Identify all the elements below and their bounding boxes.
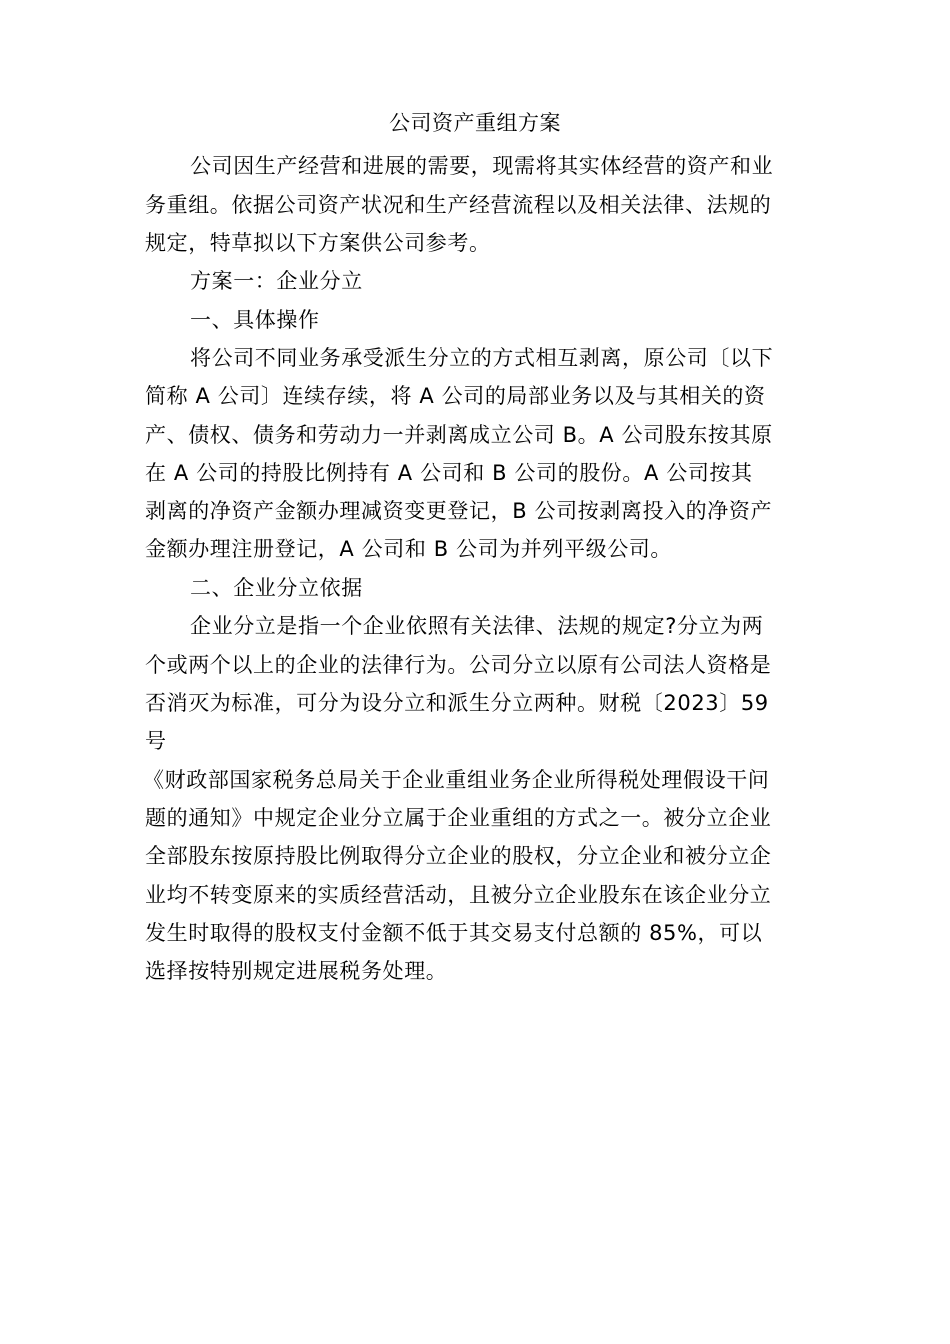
paragraph-line-1: 公司因生产经营和进展的需要，现需将其实体经营的资产和业 bbox=[190, 154, 774, 178]
paragraph-line-11: 金额办理注册登记，A 公司和 B 公司为并列平级公司。 bbox=[145, 537, 672, 561]
paragraph-line-20: 业均不转变原来的实质经营活动，且被分立企业股东在该企业分立 bbox=[145, 883, 772, 907]
paragraph-line-21: 发生时取得的股权支付金额不低于其交易支付总额的 85%，可以 bbox=[145, 921, 763, 945]
paragraph-line-14: 个或两个以上的企业的法律行为。公司分立以原有公司法人资格是 bbox=[145, 653, 772, 677]
paragraph-line-6: 将公司不同业务承受派生分立的方式相互剥离，原公司〔以下 bbox=[190, 346, 774, 370]
paragraph-line-3: 规定，特草拟以下方案供公司参考。 bbox=[145, 231, 491, 255]
paragraph-line-8: 产、债权、债务和劳动力一并剥离成立公司 B。A 公司股东按其原 bbox=[145, 423, 773, 447]
paragraph-line-10: 剥离的净资产金额办理减资变更登记，B 公司按剥离投入的净资产 bbox=[145, 499, 773, 523]
paragraph-line-7: 简称 A 公司〕连续存续，将 A 公司的局部业务以及与其相关的资 bbox=[145, 384, 766, 408]
paragraph-line-17: 《财政部国家税务总局关于企业重组业务企业所得税处理假设干问 bbox=[143, 768, 770, 792]
section-heading-operation: 一、具体操作 bbox=[190, 308, 320, 332]
paragraph-line-2: 务重组。依据公司资产状况和生产经营流程以及相关法律、法规的 bbox=[145, 193, 772, 217]
paragraph-line-9: 在 A 公司的持股比例持有 A 公司和 B 公司的股份。A 公司按其 bbox=[145, 461, 753, 485]
paragraph-line-15: 否消灭为标准，可分为设分立和派生分立两种。财税〔2023〕59 bbox=[145, 691, 769, 715]
section-heading-plan-one: 方案一：企业分立 bbox=[190, 269, 363, 293]
paragraph-line-18: 题的通知》中规定企业分立属于企业重组的方式之一。被分立企业 bbox=[145, 806, 772, 830]
document-title: 公司资产重组方案 bbox=[389, 111, 561, 135]
paragraph-line-22: 选择按特别规定进展税务处理。 bbox=[145, 959, 448, 983]
section-heading-basis: 二、企业分立依据 bbox=[190, 576, 363, 600]
paragraph-line-13: 企业分立是指一个企业依照有关法律、法规的规定?分立为两 bbox=[190, 614, 764, 638]
paragraph-line-16: 号 bbox=[145, 729, 167, 753]
paragraph-line-19: 全部股东按原持股比例取得分立企业的股权，分立企业和被分立企 bbox=[145, 844, 772, 868]
